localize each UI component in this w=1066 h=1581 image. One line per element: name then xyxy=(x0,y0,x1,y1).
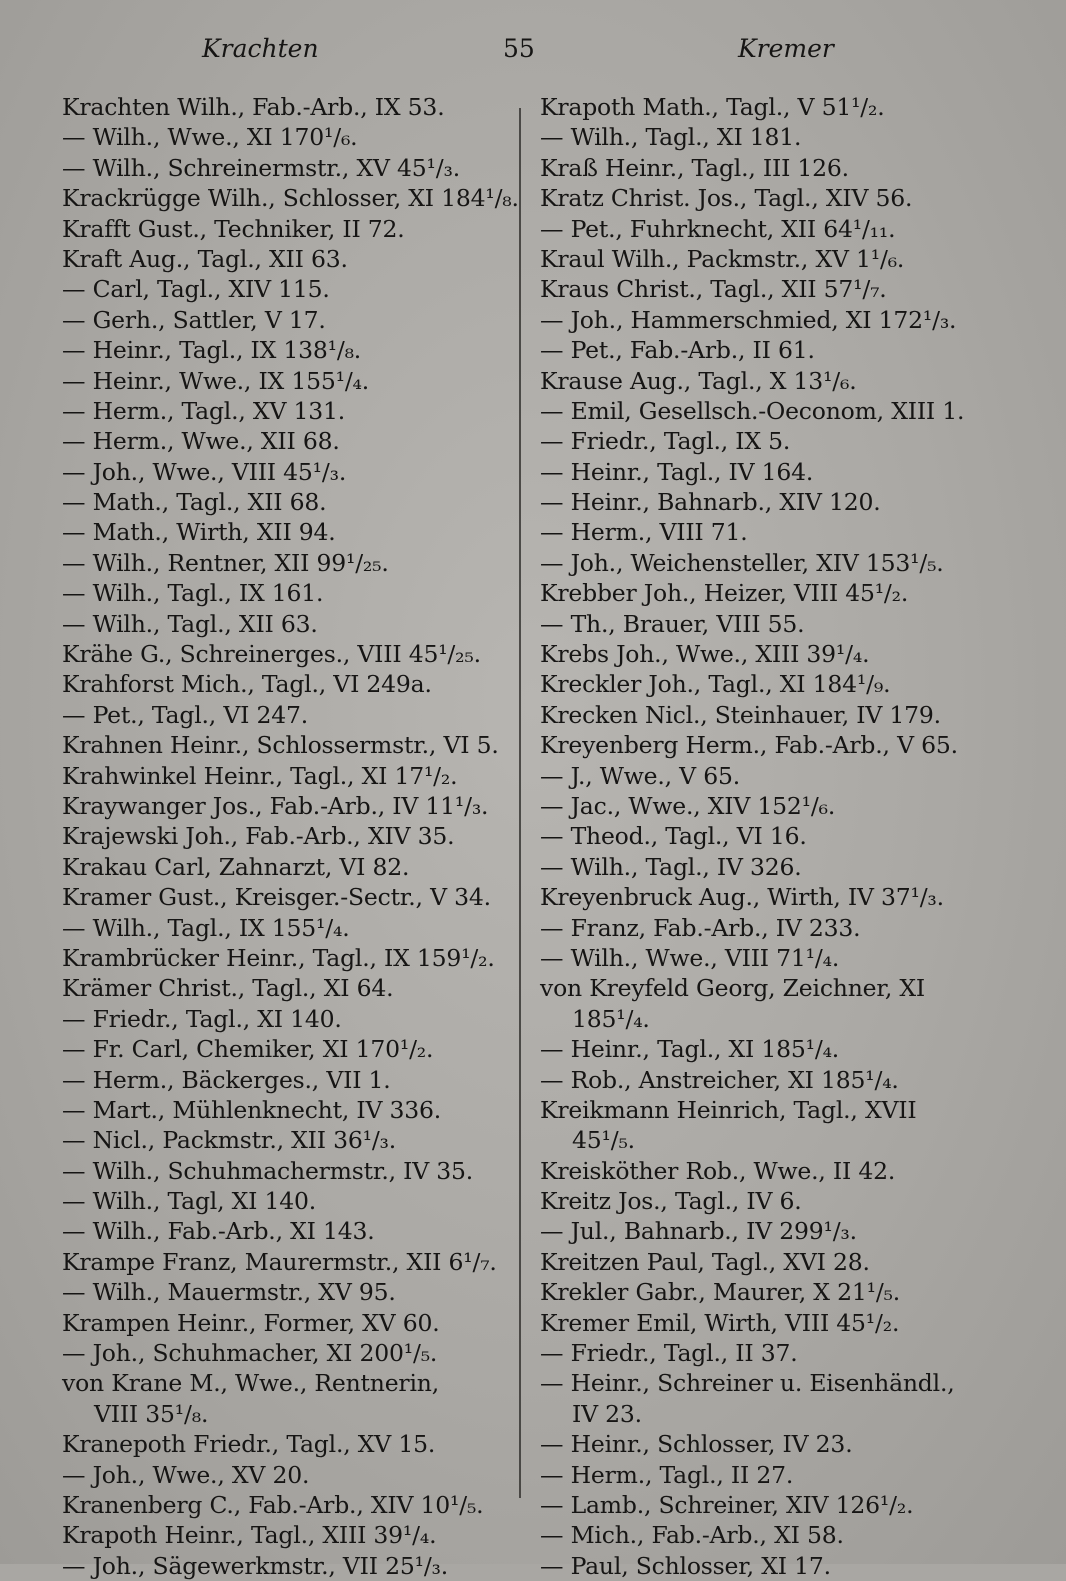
directory-entry: — Joh., Weichensteller, XIV 153¹/₅. xyxy=(540,548,944,577)
column-divider xyxy=(519,108,521,1498)
directory-entry: Kranepoth Friedr., Tagl., XV 15. xyxy=(62,1430,436,1459)
directory-entry: — Wilh., Tagl., XI 181. xyxy=(540,123,802,152)
directory-entry: Krakau Carl, Zahnarzt, VI 82. xyxy=(62,852,410,881)
directory-entry: — Friedr., Tagl., IX 5. xyxy=(540,427,791,456)
directory-entry: — Herm., Tagl., II 27. xyxy=(540,1460,794,1489)
directory-entry: Kraywanger Jos., Fab.-Arb., IV 11¹/₃. xyxy=(62,791,489,820)
directory-entry: Krackrügge Wilh., Schlosser, XI 184¹/₈. xyxy=(62,184,519,213)
directory-entry: — Theod., Tagl., VI 16. xyxy=(540,822,807,851)
directory-entry: — Heinr., Tagl., IX 138¹/₈. xyxy=(62,336,362,365)
directory-entry: — Paul, Schlosser, XI 17. xyxy=(540,1551,831,1580)
directory-entry: — Math., Tagl., XII 68. xyxy=(62,488,327,517)
directory-entry: — Jul., Bahnarb., IV 299¹/₃. xyxy=(540,1217,857,1246)
directory-entry: Kremer Emil, Wirth, VIII 45¹/₂. xyxy=(540,1308,900,1337)
directory-entry: — Herm., Bäckerges., VII 1. xyxy=(62,1065,391,1094)
directory-entry: — Pet., Fuhrknecht, XII 64¹/₁₁. xyxy=(540,214,896,243)
directory-entry: — Herm., Wwe., XII 68. xyxy=(62,427,340,456)
header-last-name: Kremer xyxy=(738,34,834,63)
directory-entry: — Wilh., Tagl., IX 161. xyxy=(62,579,324,608)
directory-entry: — Mart., Mühlenknecht, IV 336. xyxy=(62,1095,442,1124)
directory-entry: Krafft Gust., Techniker, II 72. xyxy=(62,214,405,243)
directory-entry: — Joh., Sägewerkmstr., VII 25¹/₃. xyxy=(62,1551,449,1580)
directory-entry: — Wilh., Schreinermstr., XV 45¹/₃. xyxy=(62,153,460,182)
directory-entry: — Mich., Fab.-Arb., XI 58. xyxy=(540,1521,844,1550)
directory-entry: — Emil, Gesellsch.-Oeconom, XIII 1. xyxy=(540,396,965,425)
directory-entry: Krämer Christ., Tagl., XI 64. xyxy=(62,974,394,1003)
directory-entry: Krekler Gabr., Maurer, X 21¹/₅. xyxy=(540,1278,901,1307)
directory-entry: — Wilh., Tagl., IV 326. xyxy=(540,852,802,881)
directory-entry: — Joh., Schuhmacher, XI 200¹/₅. xyxy=(62,1339,438,1368)
directory-entry: Krachten Wilh., Fab.-Arb., IX 53. xyxy=(62,93,445,121)
directory-entry: — Wilh., Tagl., IX 155¹/₄. xyxy=(62,913,350,942)
directory-entry: Krambrücker Heinr., Tagl., IX 159¹/₂. xyxy=(62,943,495,972)
directory-entry: Kratz Christ. Jos., Tagl., XIV 56. xyxy=(540,184,913,213)
directory-entry-continuation: VIII 35¹/₈. xyxy=(94,1399,209,1428)
directory-entry: — Lamb., Schreiner, XIV 126¹/₂. xyxy=(540,1490,914,1519)
directory-entry: — Heinr., Schreiner u. Eisenhändl., xyxy=(540,1369,955,1398)
directory-entry: — Pet., Tagl., VI 247. xyxy=(62,700,308,729)
directory-entry: — Heinr., Tagl., IV 164. xyxy=(540,457,814,486)
directory-entry: Krahnen Heinr., Schlossermstr., VI 5. xyxy=(62,731,499,760)
directory-entry: Krebber Joh., Heizer, VIII 45¹/₂. xyxy=(540,579,909,608)
page-header xyxy=(0,30,1066,70)
directory-entry: Krebs Joh., Wwe., XIII 39¹/₄. xyxy=(540,640,870,669)
header-first-name: Krachten xyxy=(202,34,319,63)
directory-entry: von Krane M., Wwe., Rentnerin, xyxy=(62,1369,439,1398)
directory-entry: Krecken Nicl., Steinhauer, IV 179. xyxy=(540,700,941,729)
directory-entry: Kramer Gust., Kreisger.-Sectr., V 34. xyxy=(62,883,491,912)
directory-entry: — Math., Wirth, XII 94. xyxy=(62,518,336,547)
page-number: 55 xyxy=(503,34,535,63)
directory-entry: — Heinr., Wwe., IX 155¹/₄. xyxy=(62,366,370,395)
directory-entry: — Rob., Anstreicher, XI 185¹/₄. xyxy=(540,1065,899,1094)
directory-entry: — Nicl., Packmstr., XII 36¹/₃. xyxy=(62,1126,397,1155)
directory-entry: — Wilh., Wwe., XI 170¹/₆. xyxy=(62,123,358,152)
directory-entry: — Fr. Carl, Chemiker, XI 170¹/₂. xyxy=(62,1035,434,1064)
directory-entry: Kreisköther Rob., Wwe., II 42. xyxy=(540,1156,896,1185)
directory-entry: — Joh., Hammerschmied, XI 172¹/₃. xyxy=(540,305,957,334)
directory-entry: — Wilh., Wwe., VIII 71¹/₄. xyxy=(540,943,840,972)
directory-entry: Kraus Christ., Tagl., XII 57¹/₇. xyxy=(540,275,887,304)
directory-entry: Krapoth Heinr., Tagl., XIII 39¹/₄. xyxy=(62,1521,437,1550)
directory-entry: Krähe G., Schreinerges., VIII 45¹/₂₅. xyxy=(62,640,481,669)
left-column xyxy=(62,92,519,1581)
directory-entry: Krahforst Mich., Tagl., VI 249a. xyxy=(62,670,432,699)
directory-entry-continuation: 185¹/₄. xyxy=(572,1004,650,1033)
directory-entry: Kreyenbruck Aug., Wirth, IV 37¹/₃. xyxy=(540,883,944,912)
directory-entry: Krahwinkel Heinr., Tagl., XI 17¹/₂. xyxy=(62,761,458,790)
directory-entry: — Wilh., Rentner, XII 99¹/₂₅. xyxy=(62,548,389,577)
directory-entry: Kraul Wilh., Packmstr., XV 1¹/₆. xyxy=(540,244,905,273)
directory-entry-continuation: IV 23. xyxy=(572,1399,642,1428)
directory-entry: Krapoth Math., Tagl., V 51¹/₂. xyxy=(540,93,885,121)
directory-entry: Kraft Aug., Tagl., XII 63. xyxy=(62,244,348,273)
directory-entry: Kreyenberg Herm., Fab.-Arb., V 65. xyxy=(540,731,958,760)
directory-entry: Krampen Heinr., Former, XV 60. xyxy=(62,1308,440,1337)
directory-entry: — Wilh., Mauermstr., XV 95. xyxy=(62,1278,396,1307)
directory-entry-continuation: 45¹/₅. xyxy=(572,1126,635,1155)
directory-entry: — Th., Brauer, VIII 55. xyxy=(540,609,805,638)
directory-entry: — Joh., Wwe., XV 20. xyxy=(62,1460,310,1489)
directory-entry: — J., Wwe., V 65. xyxy=(540,761,740,790)
directory-entry: — Heinr., Schlosser, IV 23. xyxy=(540,1430,853,1459)
directory-entry: Kreckler Joh., Tagl., XI 184¹/₉. xyxy=(540,670,891,699)
directory-entry: Kraß Heinr., Tagl., III 126. xyxy=(540,153,849,182)
directory-entry: — Wilh., Tagl., XII 63. xyxy=(62,609,318,638)
directory-entry: — Wilh., Fab.-Arb., XI 143. xyxy=(62,1217,375,1246)
directory-entry: Kreikmann Heinrich, Tagl., XVII xyxy=(540,1095,917,1124)
directory-entry: — Friedr., Tagl., XI 140. xyxy=(62,1004,342,1033)
directory-entry: — Heinr., Tagl., XI 185¹/₄. xyxy=(540,1035,840,1064)
right-column xyxy=(540,92,988,1581)
directory-entry: Kreitz Jos., Tagl., IV 6. xyxy=(540,1187,802,1216)
directory-entry: — Gerh., Sattler, V 17. xyxy=(62,305,326,334)
directory-entry: — Wilh., Schuhmachermstr., IV 35. xyxy=(62,1156,474,1185)
directory-entry: — Carl, Tagl., XIV 115. xyxy=(62,275,330,304)
directory-entry: — Herm., Tagl., XV 131. xyxy=(62,396,346,425)
directory-entry: — Pet., Fab.-Arb., II 61. xyxy=(540,336,815,365)
directory-entry: Krajewski Joh., Fab.-Arb., XIV 35. xyxy=(62,822,455,851)
directory-entry: Kranenberg C., Fab.-Arb., XIV 10¹/₅. xyxy=(62,1490,484,1519)
directory-entry: von Kreyfeld Georg, Zeichner, XI xyxy=(540,974,925,1003)
directory-entry: — Joh., Wwe., VIII 45¹/₃. xyxy=(62,457,347,486)
directory-entry: Kreitzen Paul, Tagl., XVI 28. xyxy=(540,1247,870,1276)
directory-entry: — Wilh., Tagl, XI 140. xyxy=(62,1187,317,1216)
directory-entry: — Friedr., Tagl., II 37. xyxy=(540,1339,798,1368)
directory-entry: — Herm., VIII 71. xyxy=(540,518,748,547)
directory-entry: — Jac., Wwe., XIV 152¹/₆. xyxy=(540,791,836,820)
directory-entry: Krause Aug., Tagl., X 13¹/₆. xyxy=(540,366,857,395)
directory-entry: Krampe Franz, Maurermstr., XII 6¹/₇. xyxy=(62,1247,497,1276)
directory-entry: — Franz, Fab.-Arb., IV 233. xyxy=(540,913,861,942)
directory-entry: — Heinr., Bahnarb., XIV 120. xyxy=(540,488,881,517)
